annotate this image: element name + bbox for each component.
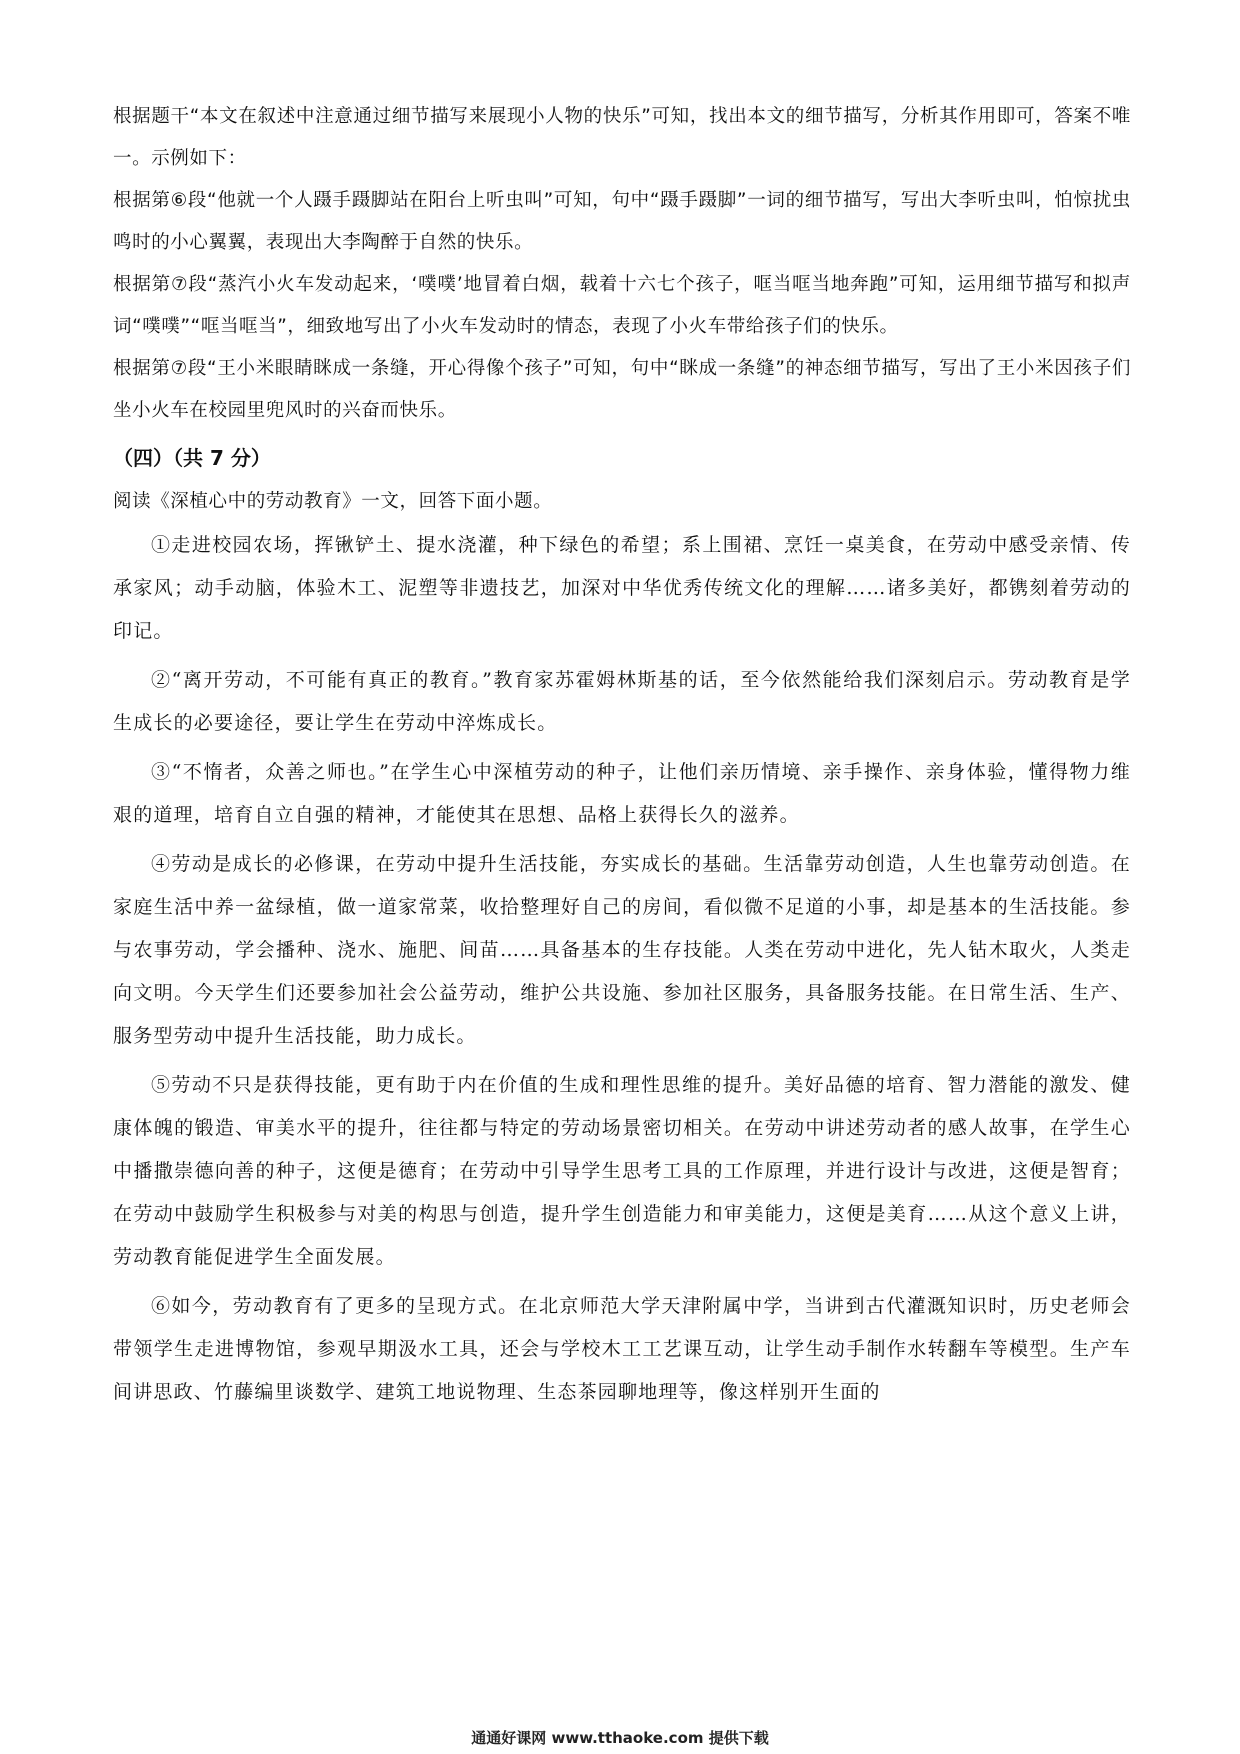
answer-paragraph-1: 根据题干“本文在叙述中注意通过细节描写来展现小人物的快乐”可知，找出本文的细节描写，分析其作用即可，答案不唯一。示例如下：	[113, 106, 1131, 169]
article-paragraph-6: ⑥如今，劳动教育有了更多的呈现方式。在北京师范大学天津附属中学，当讲到古代灌溉知识时，历史老师会带领学生走进博物馆，参观早期汲水工具，还会与学校木工工艺课互动，让学生动手制作水转翻车等模型。生产车间讲思政、竹藤编里谈数学、建筑工地说物理、生态茶园聊地理等，像这样别开生面的	[113, 1295, 1131, 1403]
reading-instruction: 阅读《深植心中的劳动教育》一文，回答下面小题。	[113, 491, 553, 512]
article-paragraph-4: ④劳动是成长的必修课，在劳动中提升生活技能，夯实成长的基础。生活靠劳动创造，人生也靠劳动创造。在家庭生活中养一盆绿植，做一道家常菜，收拾整理好自己的房间，看似微不足道的小事，却是基本的生活技能。参与农事劳动，学会播种、浇水、施肥、间苗……具备基本的生存技能。人类在劳动中进化，先人钻木取火，人类走向文明。今天学生们还要参加社会公益劳动，维护公共设施、参加社区服务，具备服务技能。在日常生活、生产、服务型劳动中提升生活技能，助力成长。	[113, 853, 1131, 1047]
document-page	[113, 96, 1131, 1420]
answer-analysis	[113, 96, 1131, 432]
answer-paragraph-2: 根据第⑥段“他就一个人蹑手蹑脚站在阳台上听虫叫”可知，句中“蹑手蹑脚”一词的细节描写，写出大李听虫叫，怕惊扰虫鸣时的小心翼翼，表现出大李陶醉于自然的快乐。	[113, 190, 1131, 253]
article-paragraph-2: ②“离开劳动，不可能有真正的教育。”教育家苏霍姆林斯基的话，至今依然能给我们深刻启示。劳动教育是学生成长的必要途径，要让学生在劳动中淬炼成长。	[113, 669, 1131, 734]
answer-paragraph-3: 根据第⑦段“蒸汽小火车发动起来，‘噗噗’地冒着白烟，载着十六七个孩子，哐当哐当地奔跑”可知，运用细节描写和拟声词“噗噗”“哐当哐当”，细致地写出了小火车发动时的情态，表现了小火车带给孩子们的快乐。	[113, 274, 1131, 337]
answer-paragraph-4: 根据第⑦段“王小米眼睛眯成一条缝，开心得像个孩子”可知，句中“眯成一条缝”的神态细节描写，写出了王小米因孩子们坐小火车在校园里兜风时的兴奋而快乐。	[113, 358, 1131, 421]
section-heading: （四）（共 7 分）	[113, 446, 271, 470]
page-footer: 通通好课网 www.tthaoke.com 提供下载	[471, 1729, 769, 1747]
article-paragraph-1: ①走进校园农场，挥锹铲土、提水浇灌，种下绿色的希望；系上围裙、烹饪一桌美食，在劳动中感受亲情、传承家风；动手动脑，体验木工、泥塑等非遗技艺，加深对中华优秀传统文化的理解……诸多美好，都镌刻着劳动的印记。	[113, 534, 1131, 642]
article-paragraph-3: ③“不惰者，众善之师也。”在学生心中深植劳动的种子，让他们亲历情境、亲手操作、亲身体验，懂得物力维艰的道理，培育自立自强的精神，才能使其在思想、品格上获得长久的滋养。	[113, 761, 1131, 826]
article-paragraph-5: ⑤劳动不只是获得技能，更有助于内在价值的生成和理性思维的提升。美好品德的培育、智力潜能的激发、健康体魄的锻造、审美水平的提升，往往都与特定的劳动场景密切相关。在劳动中讲述劳动者的感人故事，在学生心中播撒崇德向善的种子，这便是德育；在劳动中引导学生思考工具的工作原理，并进行设计与改进，这便是智育；在劳动中鼓励学生积极参与对美的构思与创造，提升学生创造能力和审美能力，这便是美育……从这个意义上讲，劳动教育能促进学生全面发展。	[113, 1074, 1131, 1268]
reading-article	[113, 524, 1131, 1414]
